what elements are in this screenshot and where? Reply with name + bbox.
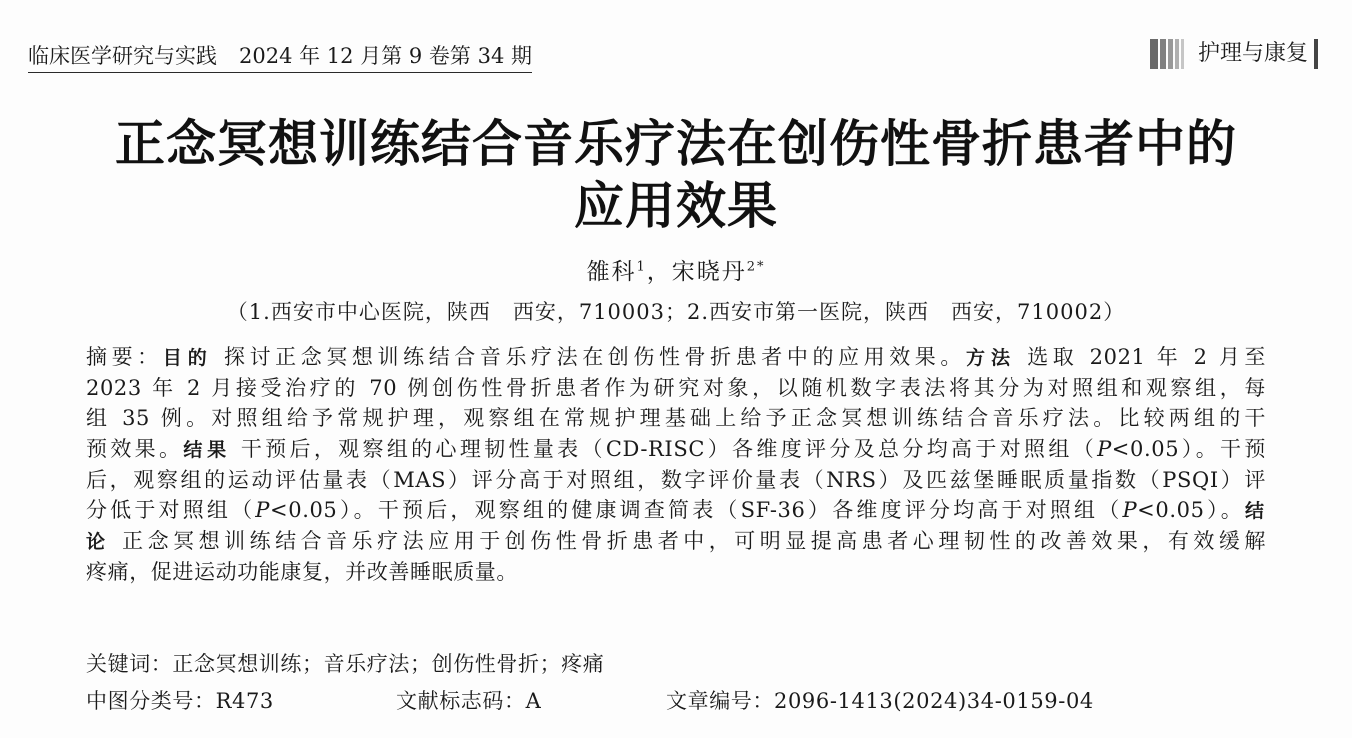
author-list: [0, 253, 1352, 286]
author-2-affil: 2*: [746, 259, 766, 275]
keywords: 关键词：正念冥想训练；音乐疗法；创伤性骨折；疼痛: [86, 652, 605, 676]
author-2: 宋晓丹: [671, 259, 747, 285]
results-text: <0.05）。干预后，观察组的健康调查简表（SF-36）各维度评分均高于对照组（: [270, 498, 1123, 523]
classification-line: [86, 685, 1286, 715]
results-label: 结果: [183, 438, 231, 461]
abstract-line: 疼痛，促进运动功能康复，并改善睡眠质量。: [86, 560, 518, 585]
abstract-line: 后，观察组的运动评估量表（MAS）评分高于对照组，数字评价量表（NRS）及匹兹堡睡眠质量指数（PSQI）评: [86, 467, 1266, 492]
paper-title-line-2: 应用效果: [574, 177, 778, 235]
article-number: 文章编号：2096-1413(2024)34-0159-04: [666, 689, 1094, 713]
p-value-symbol: P: [1097, 436, 1112, 461]
p-value-symbol: P: [255, 498, 271, 523]
paper-title-line-1: 正念冥想训练结合音乐疗法在创伤性骨折患者中的: [115, 115, 1237, 173]
methods-text: 选取 2021 年 2 月至: [1027, 345, 1266, 369]
author-separator: ，: [646, 259, 672, 285]
author-1: 雒科: [586, 259, 637, 285]
section-bars-decoration: [1150, 39, 1186, 69]
journal-name: 临床医学研究与实践: [28, 44, 217, 68]
results-text: <0.05）。: [1137, 498, 1245, 523]
abstract-line: 2023 年 2 月接受治疗的 70 例创伤性骨折患者作为研究对象，以随机数字表法将其分为对照组和观察组，每: [86, 376, 1266, 401]
abstract: [86, 342, 1266, 588]
author-1-affil: 1: [636, 259, 647, 275]
journal-header: [28, 40, 532, 73]
results-text: 干预后，观察组的心理韧性量表（CD-RISC）各维度评分及总分均高于对照组（: [240, 436, 1098, 461]
objective-text: 探讨正念冥想训练结合音乐疗法在创伤性骨折患者中的应用效果。: [224, 345, 966, 369]
abstract-line: [86, 495, 1266, 526]
objective-label: 目的: [162, 347, 213, 369]
affiliation: （1.西安市中心医院，陕西 西安，710003；2.西安市第一医院，陕西 西安，710002）: [226, 300, 1126, 324]
journal-issue: 2024 年 12 月第 9 卷第 34 期: [239, 44, 532, 68]
section-label: 护理与康复: [1192, 39, 1318, 69]
methods-label: 方法: [965, 347, 1016, 369]
abstract-line: [86, 526, 1266, 557]
conclusion-label: 论: [86, 531, 111, 554]
document-code: 文献标志码：A: [396, 689, 542, 713]
methods-text: 预效果。: [86, 436, 184, 461]
abstract-line: [86, 434, 1266, 465]
p-value-symbol: P: [1122, 498, 1138, 523]
conclusion-text: 正念冥想训练结合音乐疗法应用于创伤性骨折患者中，可明显提高患者心理韧性的改善效果，有效缓解: [122, 529, 1266, 554]
conclusion-label: 结: [1244, 500, 1266, 523]
results-text: 分低于对照组（: [86, 498, 256, 523]
section-tag: [1150, 38, 1318, 70]
clc-number: 中图分类号：R473: [86, 689, 274, 713]
abstract-line: [86, 342, 1266, 373]
results-text: <0.05）。干预: [1111, 436, 1266, 461]
abstract-label: 摘要：: [86, 345, 163, 369]
abstract-line: 组 35 例。对照组给予常规护理，观察组在常规护理基础上给予正念冥想训练结合音乐疗法。比较两组的干: [86, 406, 1266, 431]
